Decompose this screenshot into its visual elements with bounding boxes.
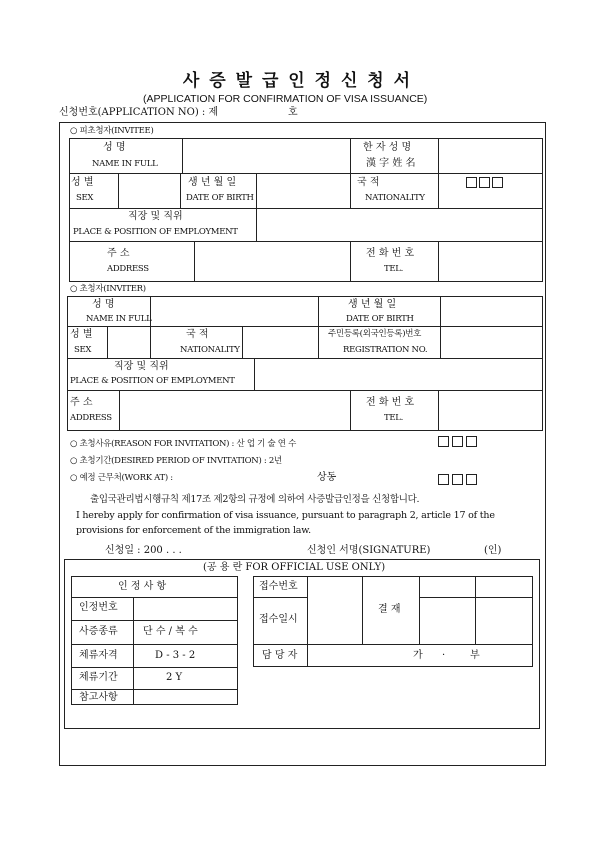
stay-period-value: 2 Y xyxy=(166,672,183,683)
inviter-section-label: ○ 초청자(INVITER) xyxy=(70,284,146,294)
application-number-label: 신청번호(APPLICATION NO) : 제 xyxy=(59,107,219,118)
work-at-value: 상동 xyxy=(317,472,337,483)
invitee-dob-label-en: DATE OF BIRTH xyxy=(186,193,254,203)
decision-no: 부 xyxy=(470,650,480,661)
decision-separator: · xyxy=(442,650,446,661)
inviter-name-label-ko: 성 명 xyxy=(92,299,115,310)
visa-type-label: 사증종류 xyxy=(79,626,118,637)
status-label: 체류자격 xyxy=(79,650,118,661)
reason-code-box-2[interactable] xyxy=(452,436,463,447)
reason-code-box-3[interactable] xyxy=(466,436,477,447)
page-title: 사 증 발 급 인 정 신 청 서 xyxy=(182,71,413,91)
receipt-date-label: 접수일시 xyxy=(259,614,298,625)
inviter-tel-label-en: TEL. xyxy=(384,413,404,423)
invitee-nationality-code-box-3[interactable] xyxy=(492,177,503,188)
inviter-address-label-en: ADDRESS xyxy=(70,413,112,423)
inviter-registration-label-en: REGISTRATION NO. xyxy=(343,345,428,355)
invitee-nationality-code-box-1[interactable] xyxy=(466,177,477,188)
confirmation-header: 인 정 사 항 xyxy=(118,581,167,592)
remarks-label: 참고사항 xyxy=(79,692,118,703)
officer-label: 담 당 자 xyxy=(262,650,298,661)
decision-yes: 가 xyxy=(413,650,423,661)
invitee-address-label-en: ADDRESS xyxy=(107,264,149,274)
invitee-dob-label-ko: 생 년 월 일 xyxy=(188,177,237,188)
confirmation-number-label: 인정번호 xyxy=(79,602,118,613)
inviter-nationality-label-ko: 국 적 xyxy=(186,329,209,340)
invitee-work-label-en: PLACE & POSITION OF EMPLOYMENT xyxy=(73,227,238,237)
inviter-work-label-ko: 직장 및 직위 xyxy=(114,361,169,372)
official-use-header: (공 용 란 FOR OFFICIAL USE ONLY) xyxy=(203,562,386,573)
invitee-name-label-ko: 성 명 xyxy=(103,142,126,153)
work-at-code-box-1[interactable] xyxy=(438,474,449,485)
invitee-nationality-label-en: NATIONALITY xyxy=(365,193,425,203)
signature-seal-mark: (인) xyxy=(484,545,502,556)
inviter-work-label-en: PLACE & POSITION OF EMPLOYMENT xyxy=(70,376,235,386)
invitee-section-label: ○ 피초청자(INVITEE) xyxy=(70,126,154,136)
work-at-code-box-2[interactable] xyxy=(452,474,463,485)
invitee-tel-label-en: TEL. xyxy=(384,264,404,274)
application-date-label: 신청일 : 200 . . . xyxy=(105,545,182,556)
receipt-number-label: 접수번호 xyxy=(259,581,298,592)
stay-period-label: 체류기간 xyxy=(79,672,118,683)
status-value: D - 3 - 2 xyxy=(155,650,196,661)
inviter-address-label-ko: 주 소 xyxy=(70,397,93,408)
page-subtitle: (APPLICATION FOR CONFIRMATION OF VISA ISSUANCE) xyxy=(143,93,428,105)
declaration-english-line1: I hereby apply for confirmation of visa issuance, pursuant to paragraph 2, article 17 of the xyxy=(76,510,495,521)
inviter-dob-label-en: DATE OF BIRTH xyxy=(346,314,414,324)
application-number-suffix: 호 xyxy=(288,107,298,118)
inviter-nationality-label-en: NATIONALITY xyxy=(180,345,240,355)
declaration-korean: 출입국관리법시행규칙 제17조 제2항의 규정에 의하여 사증발급인정을 신청합니다. xyxy=(90,494,420,505)
invitee-sex-label-ko: 성 별 xyxy=(71,177,94,188)
inviter-dob-label-ko: 생 년 월 일 xyxy=(348,299,397,310)
inviter-sex-label-en: SEX xyxy=(74,345,92,355)
invitee-hanja-label-ko: 한 자 성 명 xyxy=(363,142,412,153)
inviter-tel-label-ko: 전 화 번 호 xyxy=(366,397,415,408)
invitation-period: ○ 초청기간(DESIRED PERIOD OF INVITATION) : 2년 xyxy=(70,456,282,466)
invitee-name-label-en: NAME IN FULL xyxy=(92,159,158,169)
invitee-nationality-label-ko: 국 적 xyxy=(357,177,380,188)
inviter-name-label-en: NAME IN FULL xyxy=(86,314,152,324)
declaration-english-line2: provisions for enforcement of the immigration law. xyxy=(76,525,311,536)
invitee-sex-label-en: SEX xyxy=(76,193,94,203)
invitee-address-label-ko: 주 소 xyxy=(107,248,130,259)
confirmation-table xyxy=(71,576,238,705)
invitation-reason: ○ 초청사유(REASON FOR INVITATION) : 산 업 기 술 연 수 xyxy=(70,439,296,449)
inviter-sex-label-ko: 성 별 xyxy=(70,329,93,340)
work-at-code-box-3[interactable] xyxy=(466,474,477,485)
visa-type-value: 단 수 / 복 수 xyxy=(143,626,198,637)
approval-label: 결 재 xyxy=(378,604,401,615)
invitee-nationality-code-box-2[interactable] xyxy=(479,177,490,188)
invitee-hanja-label-hanja: 漢 字 姓 名 xyxy=(366,158,416,169)
work-at-label: ○ 예정 근무처(WORK AT) : xyxy=(70,473,173,483)
reason-code-box-1[interactable] xyxy=(438,436,449,447)
inviter-registration-label-ko: 주민등록(외국인등록)번호 xyxy=(328,329,422,339)
invitee-tel-label-ko: 전 화 번 호 xyxy=(366,248,415,259)
signature-label: 신청인 서명(SIGNATURE) xyxy=(307,545,431,556)
invitee-work-label-ko: 직장 및 직위 xyxy=(128,211,183,222)
